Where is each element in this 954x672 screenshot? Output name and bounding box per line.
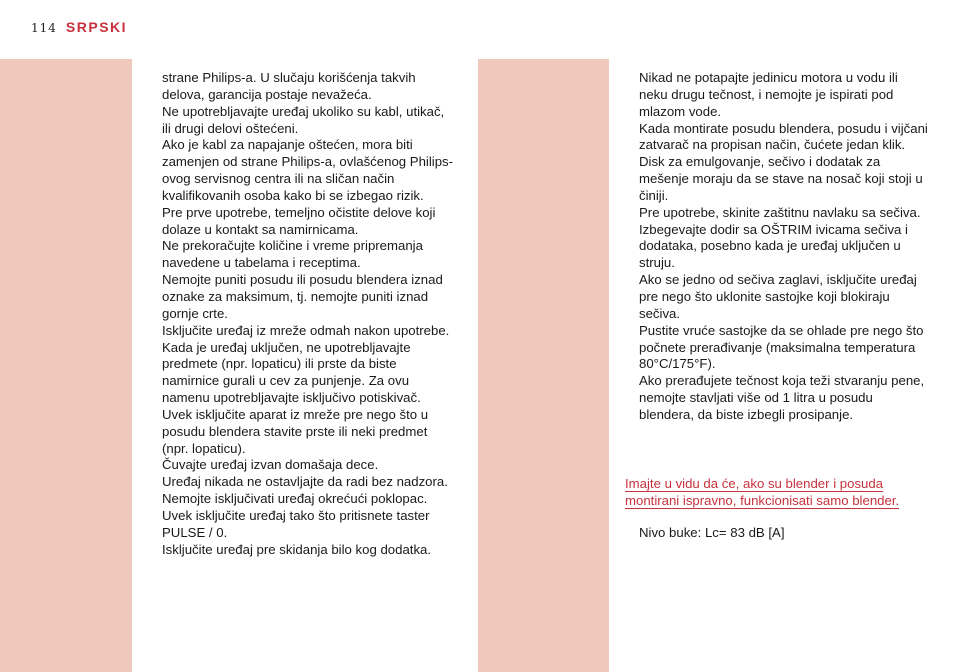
paragraph: Kada montirate posudu blendera, posudu i vijčani zatvarač na propisan način, čućete jedan klik. — [639, 120, 928, 153]
paragraph: Pustite vruće sastojke da se ohlade pre nego što počnete prerađivanje (maksimalna temperatura 80°C/175°F). — [639, 322, 924, 372]
paragraph: Ako je kabl za napajanje oštećen, mora biti zamenjen od strane Philips-a, ovlašćenog Philips-ovog servisnog centra ili na sličan način kvalifikovanih osoba kako bi se izbegao rizik. — [162, 137, 454, 203]
paragraph: Isključite uređaj pre skidanja bilo kog dodatka. — [162, 541, 432, 557]
paragraph: Pre prve upotrebe, temeljno očistite delove koji dolaze u kontakt sa namirnicama. — [162, 204, 436, 237]
note-underlined: Imajte u vidu da će, ako su blender i posuda montirani ispravno, funkcionisati samo blender. — [625, 476, 900, 508]
paragraph: strane Philips-a. U slučaju korišćenja takvih delova, garancija postaje nevažeća. — [162, 70, 416, 102]
middle-margin-band — [478, 59, 609, 672]
paragraph: Nikad ne potapajte jedinicu motora u vodu ili neku drugu tečnost, i nemojte je ispirati pod mlazom vode. — [639, 70, 898, 119]
paragraph: Nemojte puniti posudu ili posudu blendera iznad oznake za maksimum, tj. nemojte puniti iznad gornje crte. — [162, 272, 443, 321]
paragraph: Izbegevajte dodir sa OŠTRIM ivicama sečiva i dodataka, posebno kada je uređaj uključen u struju. — [639, 221, 908, 271]
language-heading: SRPSKI — [65, 19, 128, 35]
paragraph: Pre upotrebe, skinite zaštitnu navlaku sa sečiva. — [639, 204, 921, 220]
paragraph: Ne upotrebljavajte uređaj ukoliko su kabl, utikač, ili drugi delovi oštećeni. — [162, 103, 445, 136]
page-header — [31, 19, 127, 35]
paragraph: Uvek isključite uređaj tako što pritisnete taster PULSE / 0. — [162, 507, 430, 540]
left-text-column — [162, 70, 454, 558]
noise-level-text: Nivo buke: Lc= 83 dB [A] — [639, 525, 785, 540]
paragraph: Isključite uređaj iz mreže odmah nakon upotrebe. — [162, 322, 450, 338]
paragraph: Ne prekoračujte količine i vreme pripremanja navedene u tabelama i receptima. — [162, 238, 423, 271]
note-text — [625, 475, 915, 509]
paragraph: Nemojte isključivati uređaj okrećući poklopac. — [162, 491, 428, 507]
paragraph: Kada je uređaj uključen, ne upotrebljavajte predmete (npr. lopaticu) ili prste da biste namirnice gurali u cev za punjenje. Za ovu namenu upotrebljavajte isključivo potiskivač. — [162, 339, 421, 406]
right-text-column — [639, 70, 929, 424]
paragraph: Ako prerađujete tečnost koja teži stvaranju pene, nemojte stavljati više od 1 litra u posudu blendera, da biste izbegli prosipanje. — [639, 373, 925, 422]
paragraph: Uređaj nikada ne ostavljajte da radi bez nadzora. — [162, 474, 448, 490]
paragraph: Ako se jedno od sečiva zaglavi, isključite uređaj pre nego što uklonite sastojke koji blokiraju sečiva. — [639, 272, 917, 321]
paragraph: Disk za emulgovanje, sečivo i dodatak za mešenje moraju da se stave na nosač koji stoji u činiji. — [639, 154, 923, 203]
paragraph: Čuvajte uređaj izvan domašaja dece. — [162, 457, 379, 473]
paragraph: Uvek isključite aparat iz mreže pre nego što u posudu blendera stavite prste ili neki predmet (npr. lopaticu). — [162, 406, 429, 456]
left-margin-band — [0, 59, 132, 672]
page-number: 114 — [31, 21, 57, 35]
